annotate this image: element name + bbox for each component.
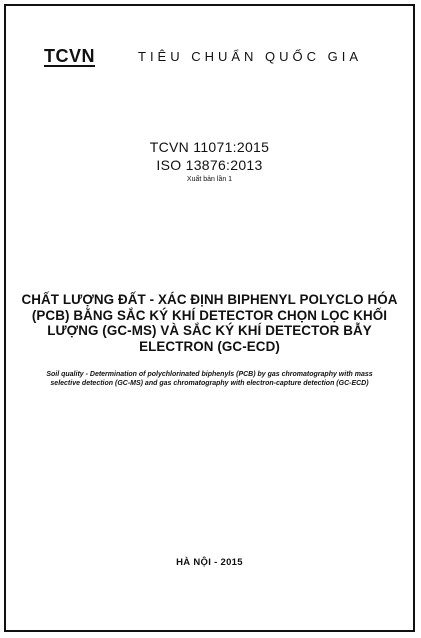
header-title: TIÊU CHUẨN QUỐC GIA xyxy=(138,49,363,64)
iso-number: ISO 13876:2013 xyxy=(156,157,263,173)
edition-label: Xuất bản lần 1 xyxy=(186,176,233,183)
place-and-year: HÀ NỘI - 2015 xyxy=(176,557,243,568)
document-page xyxy=(4,4,415,632)
standard-numbers xyxy=(6,138,413,183)
document-header xyxy=(44,46,393,70)
tcvn-number: TCVN 11071:2015 xyxy=(149,139,270,155)
tcvn-logo: TCVN xyxy=(44,46,95,66)
english-title: Soil quality - Determination of polychlorinated biphenyls (PCB) by gas chromatography with mass selective detection (GC-MS) and gas chromatography with electron-capture detection (GC-ECD) xyxy=(46,371,373,387)
vietnamese-title: CHẤT LƯỢNG ĐẤT - XÁC ĐỊNH BIPHENYL POLYCLO HÓA (PCB) BẰNG SẮC KÝ KHÍ DETECTOR CHỌN LỌC KHỐI LƯỢNG (GC-MS) VÀ SẮC KÝ KHÍ DETECTOR BẪY ELECTRON (GC-ECD) xyxy=(21,292,398,354)
